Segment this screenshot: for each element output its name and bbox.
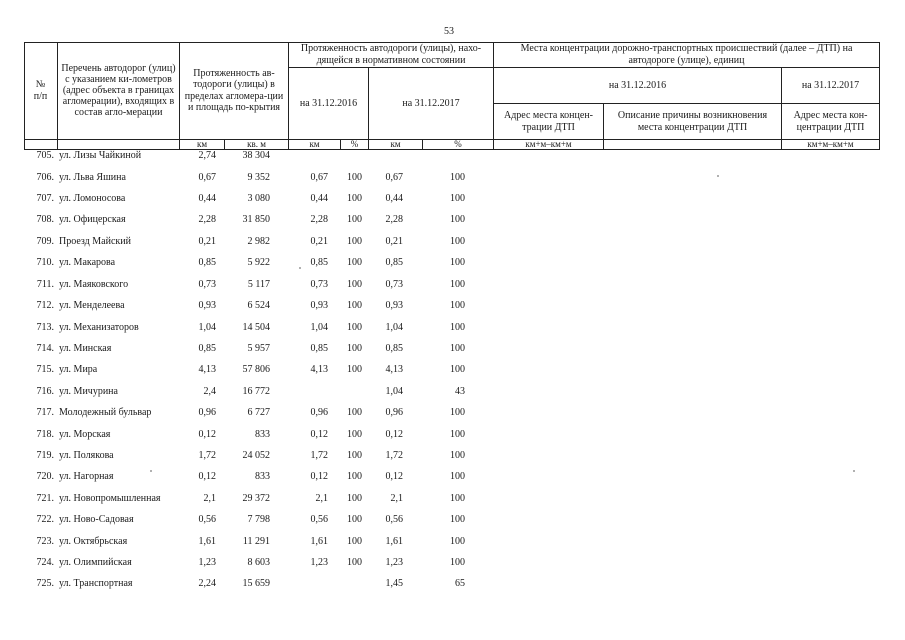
normative-km-2017: 0,85 — [385, 343, 403, 354]
table-row — [0, 514, 905, 530]
road-name: ул. Мира — [59, 364, 98, 375]
normative-pct-2017: 65 — [455, 578, 465, 589]
area-sq-m: 11 291 — [242, 536, 270, 547]
unit-num-empty — [24, 140, 58, 150]
table-row — [0, 279, 905, 295]
normative-pct-2016: 100 — [347, 493, 362, 504]
table-row — [0, 343, 905, 359]
header-name — [58, 42, 180, 140]
normative-pct-2017: 100 — [450, 407, 465, 418]
table-row — [0, 493, 905, 509]
normative-km-2016: 0,85 — [310, 257, 328, 268]
length-km: 2,24 — [198, 578, 216, 589]
normative-pct-2017: 100 — [450, 450, 465, 461]
road-name: ул. Лизы Чайкиной — [59, 150, 142, 161]
row-number: 706. — [36, 172, 54, 183]
road-name: Проезд Майский — [59, 236, 131, 247]
row-number: 717. — [36, 407, 54, 418]
unit-sq-text: кв. м — [247, 139, 266, 150]
row-number: 715. — [36, 364, 54, 375]
header-normative-text: Протяженность автодороги (улицы), нахо-дящейся в нормативном состоянии — [300, 43, 482, 66]
normative-pct-2016: 100 — [347, 429, 362, 440]
road-name: ул. Минская — [59, 343, 112, 354]
table-row — [0, 386, 905, 402]
area-sq-m: 24 052 — [242, 450, 270, 461]
road-name: ул. Менделеева — [59, 300, 125, 311]
length-km: 2,74 — [198, 150, 216, 161]
table-row — [0, 536, 905, 552]
normative-pct-2016: 100 — [347, 471, 362, 482]
row-number: 714. — [36, 343, 54, 354]
length-km: 1,23 — [198, 557, 216, 568]
normative-pct-2017: 43 — [455, 386, 465, 397]
scan-speck — [717, 175, 719, 177]
normative-km-2016: 0,56 — [310, 514, 328, 525]
road-name: ул. Морская — [59, 429, 111, 440]
normative-km-2016: 2,28 — [310, 214, 328, 225]
row-number: 708. — [36, 214, 54, 225]
scan-speck — [853, 470, 855, 472]
unit-km — [180, 140, 225, 150]
road-name: ул. Полякова — [59, 450, 114, 461]
unit-km-text: км — [196, 139, 208, 150]
area-sq-m: 7 798 — [247, 514, 270, 525]
table-row — [0, 578, 905, 594]
normative-km-2017: 0,85 — [385, 257, 403, 268]
area-sq-m: 6 727 — [247, 407, 270, 418]
road-name: ул. Механизаторов — [59, 322, 139, 333]
normative-km-2016: 0,12 — [310, 471, 328, 482]
normative-pct-2017: 100 — [450, 471, 465, 482]
normative-km-2016: 2,1 — [315, 493, 328, 504]
length-km: 0,44 — [198, 193, 216, 204]
road-name: ул. Октябрьская — [59, 536, 128, 547]
header-dtp-2016-text: на 31.12.2016 — [608, 79, 667, 91]
normative-km-2017: 1,04 — [385, 322, 403, 333]
normative-pct-2016: 100 — [347, 214, 362, 225]
normative-pct-2016: 100 — [347, 300, 362, 311]
unit-pct-2017 — [423, 140, 494, 150]
normative-km-2017: 1,61 — [385, 536, 403, 547]
header-normative-2017 — [369, 68, 494, 140]
normative-pct-2016: 100 — [347, 407, 362, 418]
road-name: ул. Ломоносова — [59, 193, 126, 204]
normative-pct-2016: 100 — [347, 536, 362, 547]
normative-pct-2017: 100 — [450, 493, 465, 504]
road-name: ул. Маяковского — [59, 279, 129, 290]
normative-pct-2017: 100 — [450, 514, 465, 525]
header-dtp-address-2017 — [782, 104, 880, 140]
table-row — [0, 214, 905, 230]
unit-km-2017 — [369, 140, 423, 150]
normative-pct-2017: 100 — [450, 214, 465, 225]
normative-pct-2017: 100 — [450, 193, 465, 204]
length-km: 0,67 — [198, 172, 216, 183]
unit-pct-2017-text: % — [454, 139, 462, 150]
header-num — [24, 42, 58, 140]
area-sq-m: 29 372 — [242, 493, 270, 504]
row-number: 723. — [36, 536, 54, 547]
normative-km-2017: 0,67 — [385, 172, 403, 183]
unit-range-2017-text: км+м–км+м — [807, 139, 854, 150]
normative-pct-2016: 100 — [347, 236, 362, 247]
header-normative-2016 — [289, 68, 369, 140]
unit-reason-empty — [604, 140, 782, 150]
header-dtp-2016 — [494, 68, 782, 104]
table-row — [0, 172, 905, 188]
area-sq-m: 8 603 — [247, 557, 270, 568]
unit-pct-2016-text: % — [350, 139, 359, 150]
row-number: 721. — [36, 493, 54, 504]
normative-km-2017: 1,45 — [385, 578, 403, 589]
road-name: ул. Нагорная — [59, 471, 114, 482]
normative-km-2016: 0,96 — [310, 407, 328, 418]
normative-pct-2016: 100 — [347, 279, 362, 290]
road-name: ул. Транспортная — [59, 578, 133, 589]
row-number: 713. — [36, 322, 54, 333]
header-dtp-2017-text: на 31.12.2017 — [801, 79, 860, 91]
unit-km-2016-text: км — [309, 139, 320, 150]
length-km: 0,21 — [198, 236, 216, 247]
area-sq-m: 31 850 — [242, 214, 270, 225]
page-number: 53 — [444, 26, 454, 37]
row-number: 722. — [36, 514, 54, 525]
normative-km-2016: 1,72 — [310, 450, 328, 461]
normative-km-2017: 0,21 — [385, 236, 403, 247]
normative-pct-2017: 100 — [450, 172, 465, 183]
road-name: ул. Льва Яшина — [59, 172, 126, 183]
normative-pct-2017: 100 — [450, 322, 465, 333]
road-name: Молодежный бульвар — [59, 407, 152, 418]
length-km: 0,56 — [198, 514, 216, 525]
area-sq-m: 38 304 — [242, 150, 270, 161]
length-km: 0,12 — [198, 429, 216, 440]
row-number: 705. — [36, 150, 54, 161]
normative-pct-2016: 100 — [347, 343, 362, 354]
area-sq-m: 9 352 — [247, 172, 270, 183]
unit-pct-2016 — [341, 140, 369, 150]
unit-range-2016-text: км+м–км+м — [525, 139, 572, 150]
normative-km-2016: 0,44 — [310, 193, 328, 204]
normative-km-2016: 1,04 — [310, 322, 328, 333]
length-km: 1,61 — [198, 536, 216, 547]
normative-km-2016: 0,85 — [310, 343, 328, 354]
normative-km-2017: 0,44 — [385, 193, 403, 204]
normative-km-2017: 2,28 — [385, 214, 403, 225]
normative-km-2017: 1,72 — [385, 450, 403, 461]
area-sq-m: 833 — [255, 429, 270, 440]
table-row — [0, 429, 905, 445]
table-row — [0, 450, 905, 466]
normative-pct-2016: 100 — [347, 322, 362, 333]
header-dtp — [494, 42, 880, 68]
header-name-text: Перечень автодорог (улиц) с указанием ки-лометров (адрес объекта в границах агломерации), входящих в состав агло-мерации — [61, 62, 176, 119]
area-sq-m: 5 922 — [247, 257, 270, 268]
length-km: 1,04 — [198, 322, 216, 333]
table-row — [0, 471, 905, 487]
normative-pct-2017: 100 — [450, 300, 465, 311]
road-name: ул. Ново-Садовая — [59, 514, 134, 525]
header-normative-2016-text: на 31.12.2016 — [299, 97, 358, 109]
header-dtp-text: Места концентрации дорожно-транспортных происшествий (далее – ДТП) на автодороге (улице), единиц — [520, 43, 853, 66]
unit-range-2017 — [782, 140, 880, 150]
area-sq-m: 3 080 — [247, 193, 270, 204]
table-row — [0, 150, 905, 166]
normative-pct-2016: 100 — [347, 193, 362, 204]
normative-pct-2017: 100 — [450, 557, 465, 568]
length-km: 0,73 — [198, 279, 216, 290]
header-dtp-reason-text: Описание причины возникновения места концентрации ДТП — [617, 110, 768, 133]
normative-km-2017: 0,96 — [385, 407, 403, 418]
area-sq-m: 16 772 — [242, 386, 270, 397]
row-number: 709. — [36, 236, 54, 247]
area-sq-m: 833 — [255, 471, 270, 482]
normative-pct-2016: 100 — [347, 257, 362, 268]
area-sq-m: 5 117 — [247, 279, 270, 290]
length-km: 0,85 — [198, 343, 216, 354]
length-km: 0,12 — [198, 471, 216, 482]
row-number: 707. — [36, 193, 54, 204]
normative-pct-2016: 100 — [347, 514, 362, 525]
length-km: 0,96 — [198, 407, 216, 418]
area-sq-m: 15 659 — [242, 578, 270, 589]
normative-km-2016: 0,12 — [310, 429, 328, 440]
area-sq-m: 57 806 — [242, 364, 270, 375]
normative-km-2016: 4,13 — [310, 364, 328, 375]
road-name: ул. Мичурина — [59, 386, 118, 397]
header-length-text: Протяженность ав-тодороги (улицы) в пределах агломера-ции и площадь по-крытия — [184, 68, 284, 113]
normative-km-2017: 0,56 — [385, 514, 403, 525]
road-name: ул. Олимпийская — [59, 557, 132, 568]
scan-speck — [150, 470, 152, 472]
table-row — [0, 557, 905, 573]
length-km: 4,13 — [198, 364, 216, 375]
header-length — [180, 42, 289, 140]
length-km: 0,85 — [198, 257, 216, 268]
normative-pct-2016: 100 — [347, 450, 362, 461]
header-dtp-address — [494, 104, 604, 140]
table-row — [0, 257, 905, 273]
road-name: ул. Офицерская — [59, 214, 126, 225]
normative-km-2017: 4,13 — [385, 364, 403, 375]
unit-km-2016 — [289, 140, 341, 150]
road-name: ул. Новопромышленная — [59, 493, 161, 504]
table-row — [0, 322, 905, 338]
area-sq-m: 14 504 — [242, 322, 270, 333]
normative-km-2017: 2,1 — [390, 493, 403, 504]
row-number: 716. — [36, 386, 54, 397]
normative-km-2016: 0,67 — [310, 172, 328, 183]
normative-km-2017: 0,12 — [385, 471, 403, 482]
unit-sq — [225, 140, 289, 150]
header-dtp-reason — [604, 104, 782, 140]
normative-pct-2017: 100 — [450, 343, 465, 354]
length-km: 2,4 — [203, 386, 216, 397]
table-header — [24, 42, 880, 150]
normative-km-2017: 0,93 — [385, 300, 403, 311]
row-number: 725. — [36, 578, 54, 589]
row-number: 719. — [36, 450, 54, 461]
scan-speck — [299, 267, 301, 269]
table-row — [0, 193, 905, 209]
area-sq-m: 6 524 — [247, 300, 270, 311]
normative-pct-2017: 100 — [450, 257, 465, 268]
normative-km-2017: 1,04 — [385, 386, 403, 397]
table-row — [0, 407, 905, 423]
row-number: 718. — [36, 429, 54, 440]
table-row — [0, 364, 905, 380]
unit-name-empty — [58, 140, 180, 150]
normative-pct-2017: 100 — [450, 279, 465, 290]
area-sq-m: 5 957 — [247, 343, 270, 354]
length-km: 2,28 — [198, 214, 216, 225]
row-number: 724. — [36, 557, 54, 568]
header-normative-2017-text: на 31.12.2017 — [402, 97, 460, 109]
row-number: 711. — [36, 279, 54, 290]
header-dtp-address-text: Адрес места концен-трации ДТП — [504, 110, 593, 133]
row-number: 720. — [36, 471, 54, 482]
road-name: ул. Макарова — [59, 257, 116, 268]
row-number: 710. — [36, 257, 54, 268]
area-sq-m: 2 982 — [247, 236, 270, 247]
header-normative — [289, 42, 494, 68]
normative-pct-2016: 100 — [347, 364, 362, 375]
normative-km-2016: 1,23 — [310, 557, 328, 568]
header-dtp-address-2017-text: Адрес места кон-центрации ДТП — [793, 110, 868, 133]
unit-km-2017-text: км — [390, 139, 401, 150]
normative-km-2016: 1,61 — [310, 536, 328, 547]
header-num-text: № п/п — [33, 79, 48, 102]
normative-km-2016: 0,21 — [310, 236, 328, 247]
length-km: 1,72 — [198, 450, 216, 461]
table-row — [0, 300, 905, 316]
row-number: 712. — [36, 300, 54, 311]
table-row — [0, 236, 905, 252]
length-km: 2,1 — [203, 493, 216, 504]
normative-pct-2016: 100 — [347, 172, 362, 183]
normative-km-2017: 0,12 — [385, 429, 403, 440]
normative-km-2017: 1,23 — [385, 557, 403, 568]
normative-pct-2017: 100 — [450, 429, 465, 440]
normative-km-2016: 0,93 — [310, 300, 328, 311]
header-dtp-2017 — [782, 68, 880, 104]
normative-pct-2016: 100 — [347, 557, 362, 568]
normative-pct-2017: 100 — [450, 364, 465, 375]
length-km: 0,93 — [198, 300, 216, 311]
normative-km-2016: 0,73 — [310, 279, 328, 290]
normative-pct-2017: 100 — [450, 236, 465, 247]
normative-pct-2017: 100 — [450, 536, 465, 547]
unit-range-2016 — [494, 140, 604, 150]
normative-km-2017: 0,73 — [385, 279, 403, 290]
